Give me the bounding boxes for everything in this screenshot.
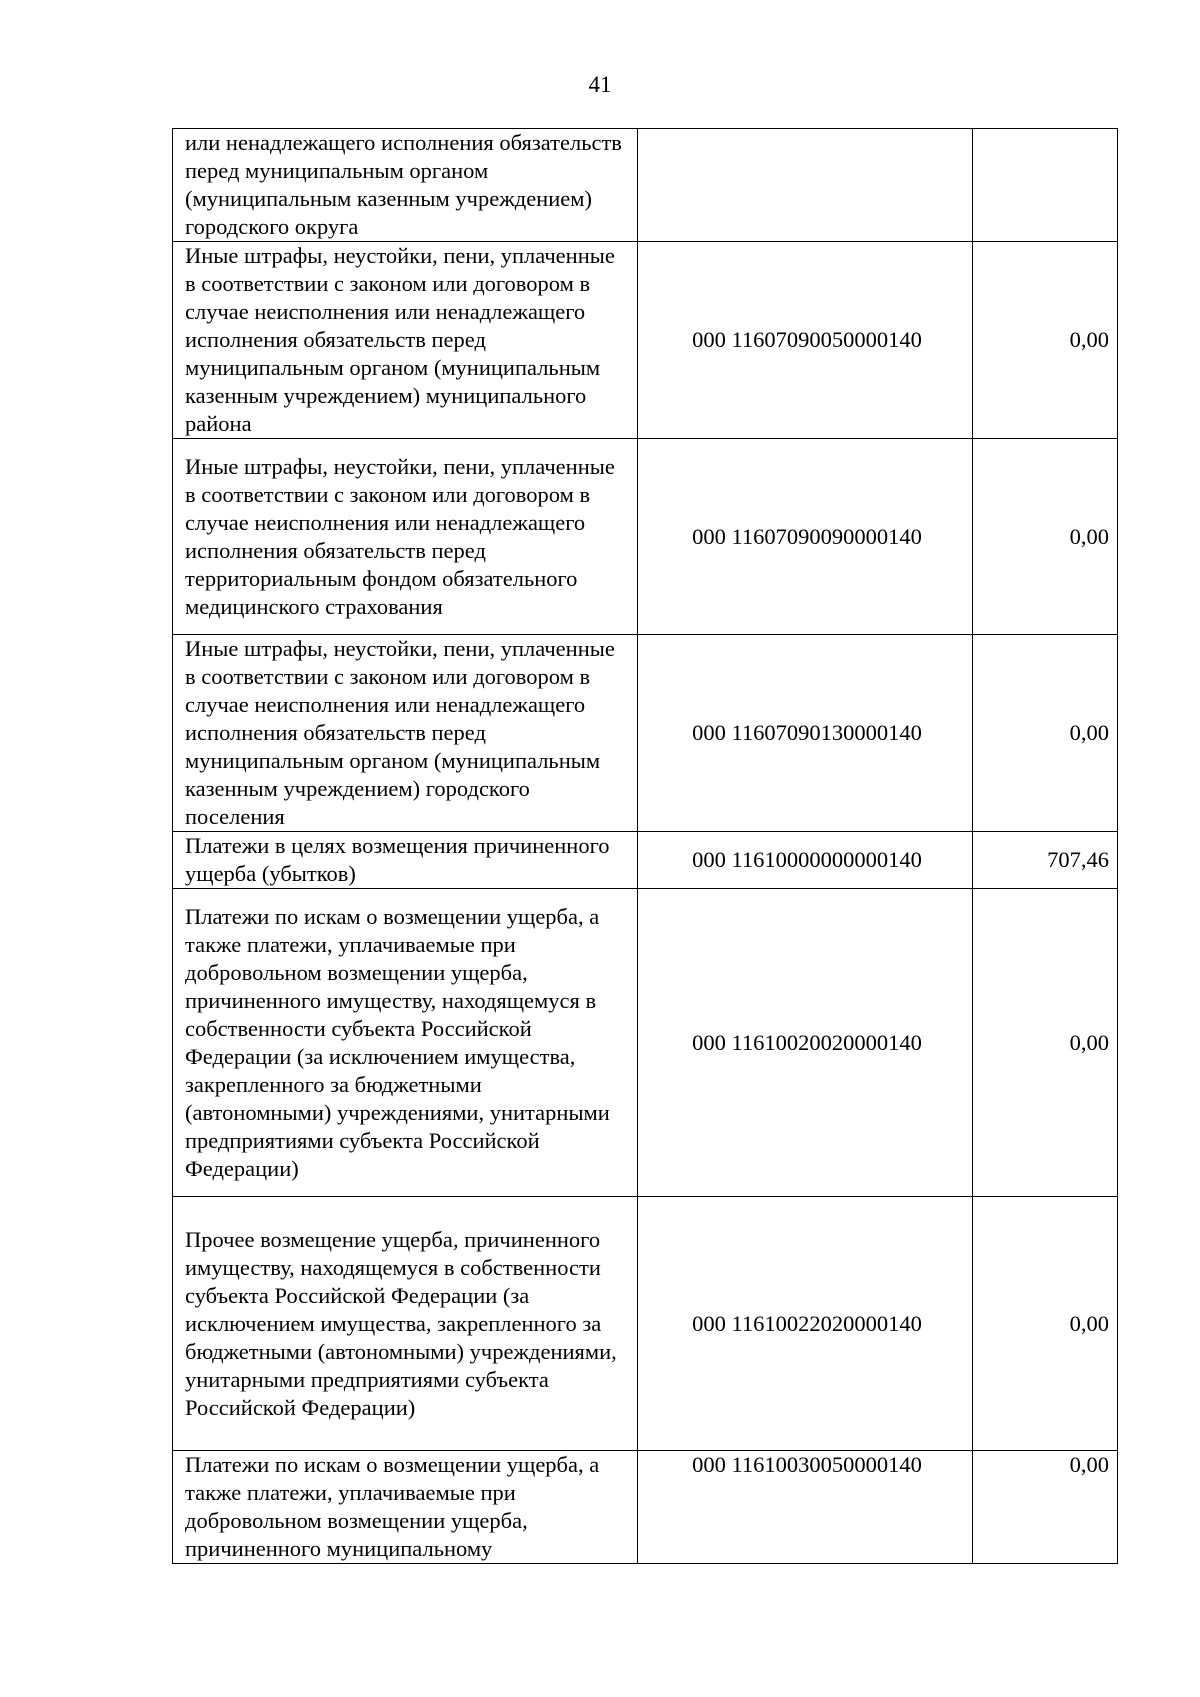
table-row xyxy=(173,1197,1118,1451)
table-row xyxy=(173,1451,1118,1564)
amount-cell xyxy=(973,129,1118,242)
amount-cell: 0,00 xyxy=(973,439,1118,635)
revenue-name-cell: Иные штрафы, неустойки, пени, уплаченные в соответствии с законом или договором в случае неисполнения или ненадлежащего исполнения обязательств перед муниципальным органом (муниципальным казенным учреждением) городского поселения xyxy=(173,635,638,832)
amount-cell: 707,46 xyxy=(973,832,1118,889)
amount-cell: 0,00 xyxy=(973,635,1118,832)
budget-code-cell: 000 11607090130000140 xyxy=(638,635,973,832)
revenue-name-cell: Прочее возмещение ущерба, причиненного имуществу, находящемуся в собственности субъекта Российской Федерации (за исключением имущества, закрепленного за бюджетными (автономными) учреждениями, унитарными предприятиями субъекта Российской Федерации) xyxy=(173,1197,638,1451)
budget-revenue-table xyxy=(172,128,1118,1564)
table-row xyxy=(173,242,1118,439)
amount-cell: 0,00 xyxy=(973,889,1118,1197)
revenue-name-cell: Иные штрафы, неустойки, пени, уплаченные в соответствии с законом или договором в случае неисполнения или ненадлежащего исполнения обязательств перед муниципальным органом (муниципальным казенным учреждением) муниципального района xyxy=(173,242,638,439)
amount-cell: 0,00 xyxy=(973,242,1118,439)
budget-code-cell: 000 11607090090000140 xyxy=(638,439,973,635)
budget-code-cell: 000 11607090050000140 xyxy=(638,242,973,439)
amount-cell: 0,00 xyxy=(973,1451,1118,1564)
revenue-name-cell: Платежи по искам о возмещении ущерба, а также платежи, уплачиваемые при добровольном возмещении ущерба, причиненного имуществу, находящемуся в собственности субъекта Российской Федерации (за исключением имущества, закрепленного за бюджетными (автономными) учреждениями, унитарными предприятиями субъекта Российской Федерации) xyxy=(173,889,638,1197)
revenue-name-cell: Иные штрафы, неустойки, пени, уплаченные в соответствии с законом или договором в случае неисполнения или ненадлежащего исполнения обязательств перед территориальным фондом обязательного медицинского страхования xyxy=(173,439,638,635)
table-row xyxy=(173,832,1118,889)
budget-code-cell: 000 11610030050000140 xyxy=(638,1451,973,1564)
table-row xyxy=(173,129,1118,242)
revenue-name-cell: Платежи в целях возмещения причиненного ущерба (убытков) xyxy=(173,832,638,889)
budget-code-cell: 000 11610022020000140 xyxy=(638,1197,973,1451)
budget-code-cell: 000 11610000000000140 xyxy=(638,832,973,889)
budget-code-cell: 000 11610020020000140 xyxy=(638,889,973,1197)
revenue-name-cell: Платежи по искам о возмещении ущерба, а также платежи, уплачиваемые при добровольном возмещении ущерба, причиненного муниципальному xyxy=(173,1451,638,1564)
table-row xyxy=(173,889,1118,1197)
revenue-name-cell: или ненадлежащего исполнения обязательств перед муниципальным органом (муниципальным казенным учреждением) городского округа xyxy=(173,129,638,242)
page-number: 41 xyxy=(588,72,612,97)
budget-code-cell xyxy=(638,129,973,242)
table-row xyxy=(173,635,1118,832)
table-row xyxy=(173,439,1118,635)
amount-cell: 0,00 xyxy=(973,1197,1118,1451)
